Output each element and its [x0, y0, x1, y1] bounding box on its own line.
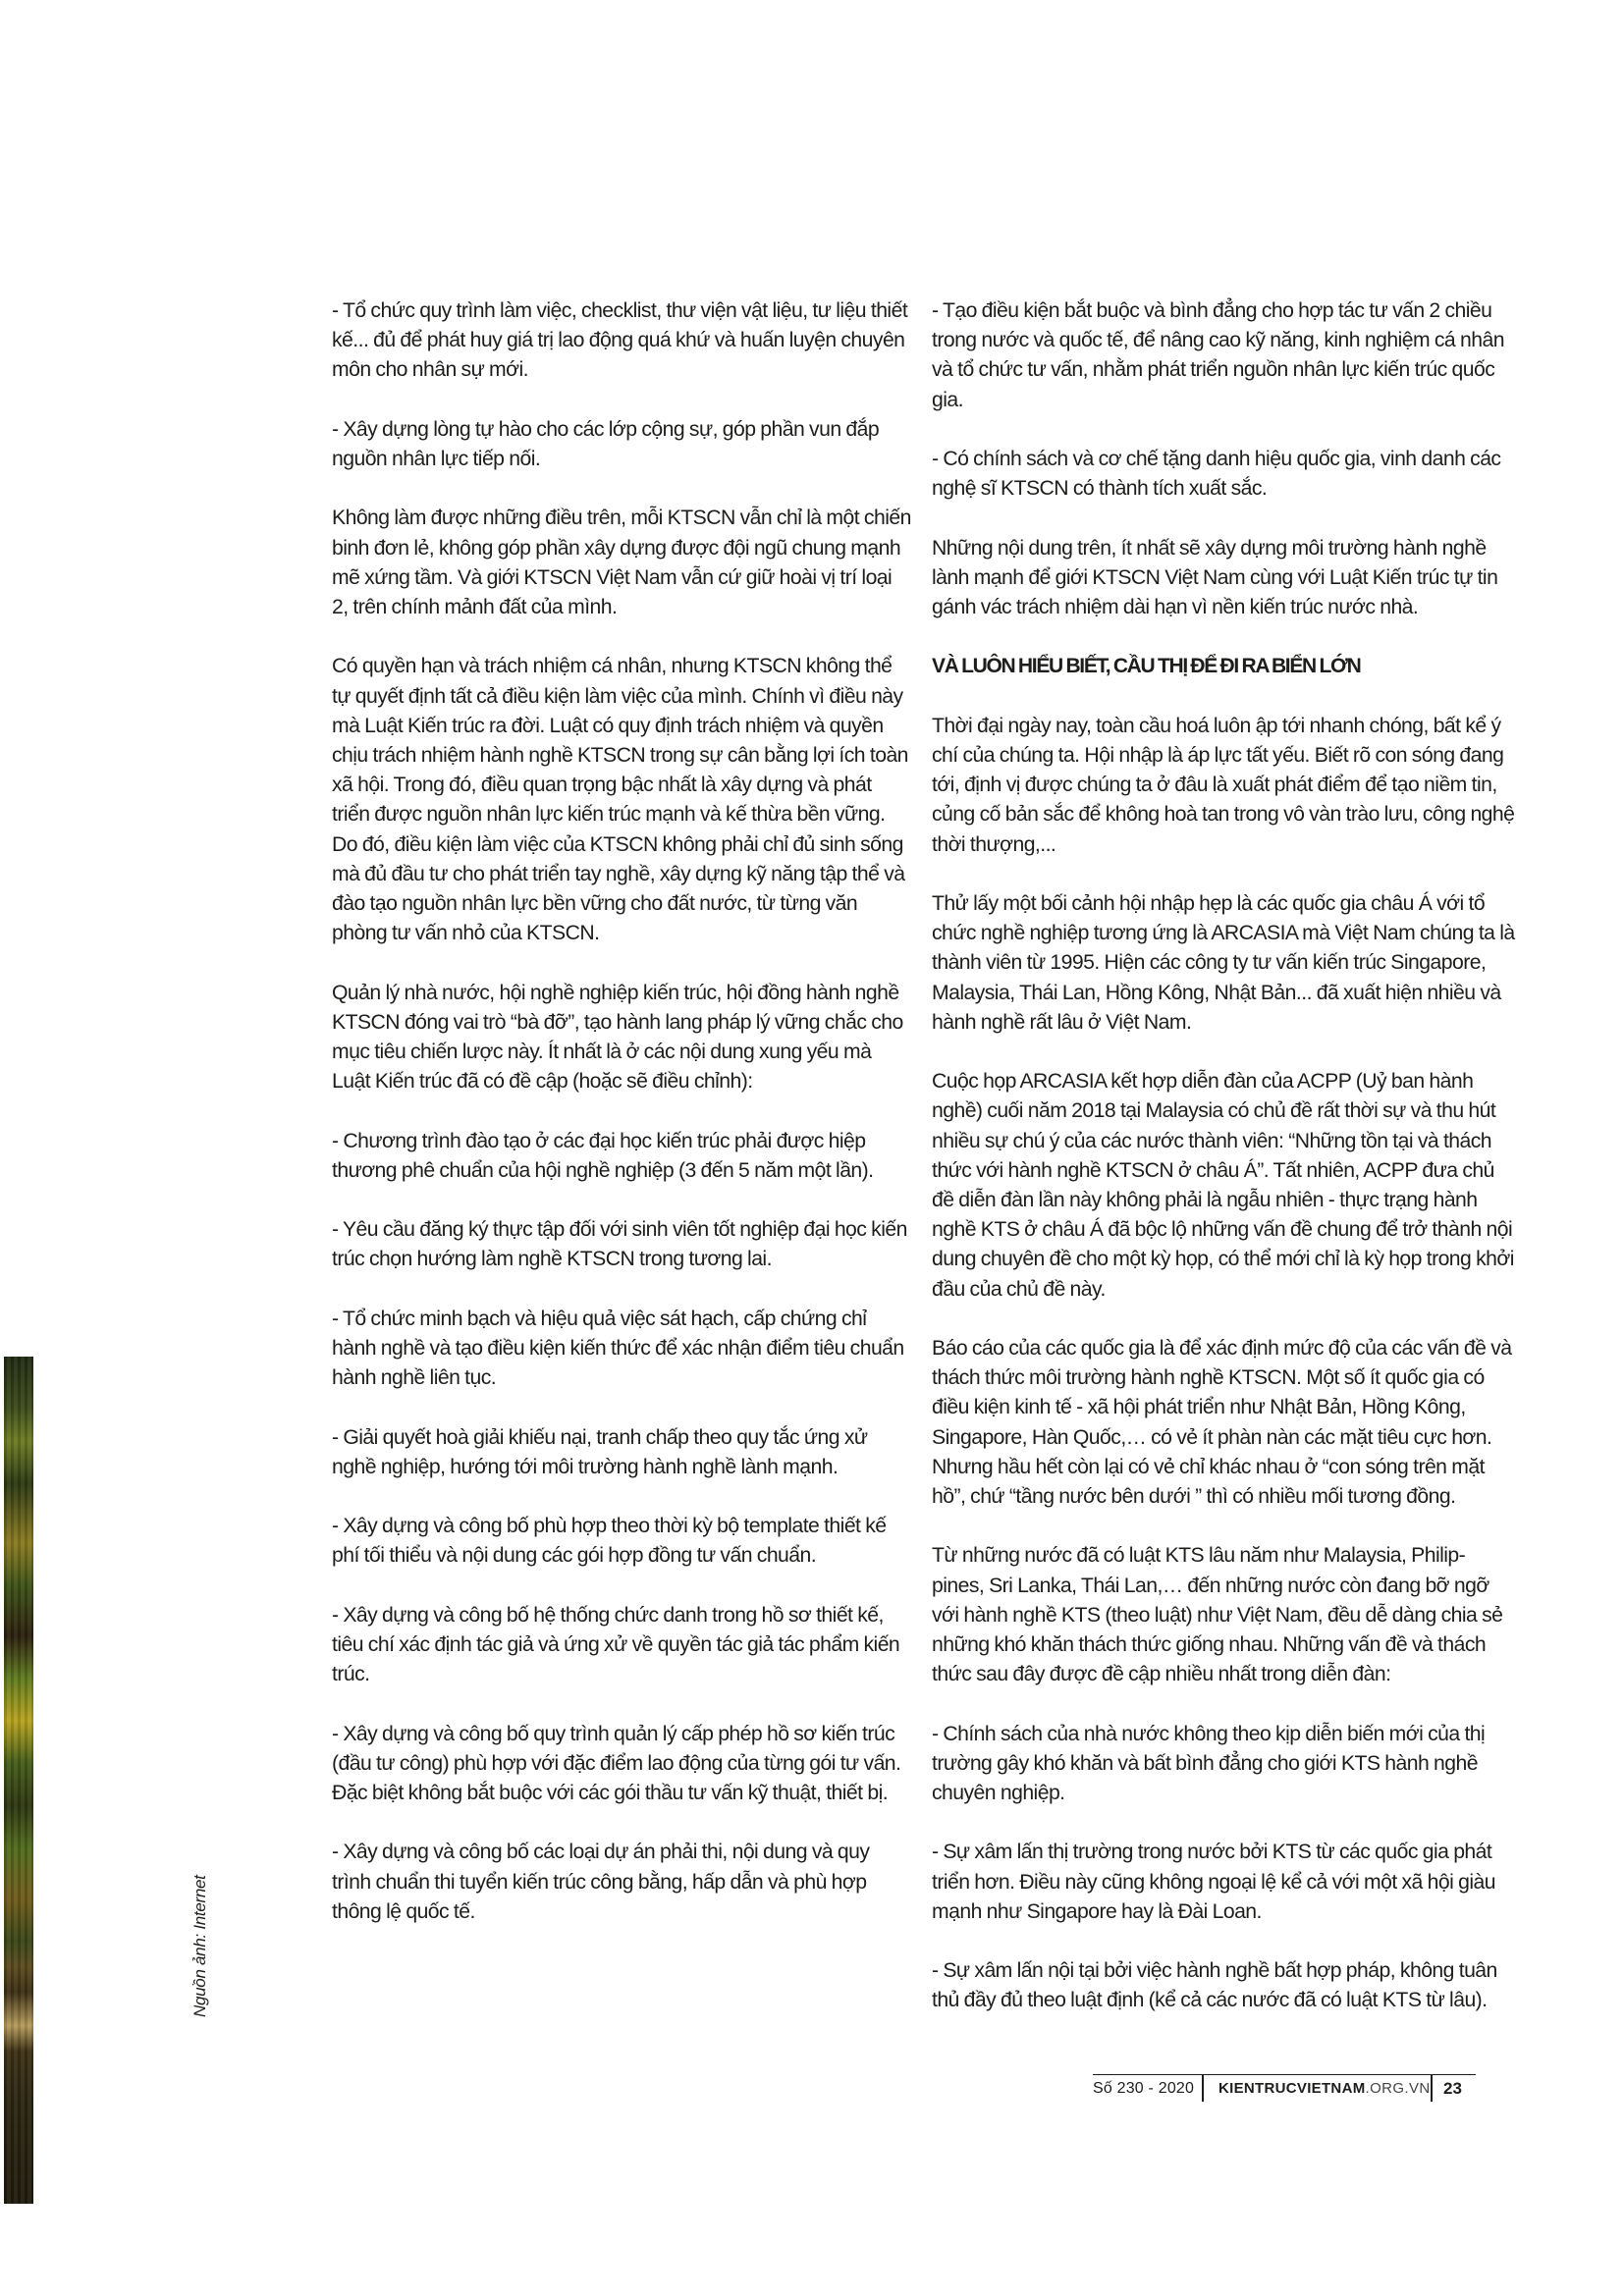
paragraph: Quản lý nhà nước, hội nghề nghiệp kiến trúc, hội đồng hành nghề KTSCN đóng vai trò “bà đỡ”, tạo hành lang pháp lý vững chắc cho mục tiêu chiến lược này. Ít nhất là ở các nội dung xung yếu mà Luật Kiến trúc đã có đề cập (hoặc sẽ điều chỉnh): [332, 981, 903, 1094]
paragraph: Những nội dung trên, ít nhất sẽ xây dựng môi trường hành nghề lành mạnh để giới KTSCN Việt Nam cùng với Luật Kiến trúc tự tin gánh vác trách nhiệm dài hạn vì nền kiến trúc nước nhà. [932, 536, 1498, 618]
photo-credit: Nguồn ảnh: Internet [190, 1875, 209, 2017]
site-link[interactable] [1218, 2080, 1431, 2097]
site-name: KIENTRUCVIETNAM [1218, 2080, 1366, 2097]
paragraph: Cuộc họp ARCASIA kết hợp diễn đàn của ACPP (Uỷ ban hành nghề) cuối năm 2018 tại Malaysia có chủ đề rất thời sự và thu hút nhiều sự chú ý của các nước thành viên: “Những tồn tại và thách thức với hành nghề KTSCN ở châu Á”. Tất nhiên, ACPP đưa chủ đề diễn đàn lần này không phải là ngẫu nhiên - thực trạng hành nghề KTS ở châu Á đã bộc lộ những vấn đề chung để trở thành nội dung chuyên đề cho một kỳ họp, có thể mới chỉ là kỳ họp trong khởi đầu của chủ đề này. [932, 1070, 1514, 1301]
paragraph: Từ những nước đã có luật KTS lâu năm như Malaysia, Philip-pines, Sri Lanka, Thái Lan,… đến những nước còn đang bỡ ngỡ với hành nghề KTS (theo luật) như Việt Nam, đều dễ dàng chia sẻ những khó khăn thách thức giống nhau. Những vấn đề và thách thức sau đây được đề cập nhiều nhất trong diễn đàn: [932, 1544, 1503, 1686]
paragraph: Không làm được những điều trên, mỗi KTSCN vẫn chỉ là một chiến binh đơn lẻ, không góp phần xây dựng được đội ngũ chung mạnh mẽ xứng tầm. Và giới KTSCN Việt Nam vẫn cứ giữ hoài vị trí loại 2, trên chính mảnh đất của mình. [332, 507, 911, 618]
page-footer [1093, 2074, 1476, 2103]
paragraph: - Xây dựng và công bố phù hợp theo thời kỳ bộ template thiết kế phí tối thiểu và nội dung các gói hợp đồng tư vấn chuẩn. [332, 1515, 887, 1568]
paragraph: - Có chính sách và cơ chế tặng danh hiệu quốc gia, vinh danh các nghệ sĩ KTSCN có thành tích xuất sắc. [932, 448, 1501, 501]
footer-divider [1431, 2075, 1433, 2102]
paragraph: Thời đại ngày nay, toàn cầu hoá luôn ập tới nhanh chóng, bất kể ý chí của chúng ta. Hội nhập là áp lực tất yếu. Biết rõ con sóng đang tới, định vị được chúng ta ở đâu là xuất phát điểm để tạo niềm tin, củng cố bản sắc để không hoà tan trong vô vàn trào lưu, công nghệ thời thượng,... [932, 714, 1515, 856]
paragraph: - Chính sách của nhà nước không theo kịp diễn biến mới của thị trường gây khó khăn và bất bình đẳng cho giới KTS hành nghề chuyên nghiệp. [932, 1722, 1486, 1805]
paragraph: Thử lấy một bối cảnh hội nhập hẹp là các quốc gia châu Á với tổ chức nghề nghiệp tương ứng là ARCASIA mà Việt Nam chúng ta là thành viên từ 1995. Hiện các công ty tư vấn kiến trúc Singapore, Malaysia, Thái Lan, Hồng Kông, Nhật Bản... đã xuất hiện nhiều và hành nghề rất lâu ở Việt Nam. [932, 891, 1515, 1034]
paragraph: Có quyền hạn và trách nhiệm cá nhân, nhưng KTSCN không thể tự quyết định tất cả điều kiện làm việc của mình. Chính vì điều này mà Luật Kiến trúc ra đời. Luật có quy định trách nhiệm và quyền chịu trách nhiệm hành nghề KTSCN trong sự cân bằng lợi ích toàn xã hội. Trong đó, điều quan trọng bậc nhất là xây dựng và phát triển được nguồn nhân lực kiến trúc mạnh và kế thừa bền vững. Do đó, điều kiện làm việc của KTSCN không phải chỉ đủ sinh sống mà đủ đầu tư cho phát triển tay nghề, xây dựng kỹ năng tập thể và đào tạo nguồn nhân lực bền vững cho đất nước, từ từng văn phòng tư vấn nhỏ của KTSCN. [332, 655, 908, 945]
paragraph: - Yêu cầu đăng ký thực tập đối với sinh viên tốt nghiệp đại học kiến trúc chọn hướng làm nghề KTSCN trong tương lai. [332, 1218, 907, 1271]
footer-divider [1202, 2075, 1204, 2102]
site-tld: .ORG.VN [1365, 2080, 1431, 2097]
paragraph: - Tổ chức quy trình làm việc, checklist, thư viện vật liệu, tư liệu thiết kế... đủ để phát huy giá trị lao động quá khứ và huấn luyện chuyên môn cho nhân sự mới. [332, 299, 908, 382]
paragraph: - Tổ chức minh bạch và hiệu quả việc sát hạch, cấp chứng chỉ hành nghề và tạo điều kiện kiến thức để xác nhận điểm tiêu chuẩn hành nghề liên tục. [332, 1307, 904, 1390]
paragraph: - Xây dựng và công bố hệ thống chức danh trong hồ sơ thiết kế, tiêu chí xác định tác giả và ứng xử về quyền tác giả tác phẩm kiến trúc. [332, 1603, 900, 1686]
paragraph: - Xây dựng và công bố các loại dự án phải thi, nội dung và quy trình chuẩn thi tuyển kiến trúc công bằng, hấp dẫn và phù hợp thông lệ quốc tế. [332, 1841, 870, 1923]
section-heading: VÀ LUÔN HIỂU BIẾT, CẦU THỊ ĐỂ ĐI RA BIỂN LỚN [932, 655, 1361, 678]
paragraph: - Tạo điều kiện bắt buộc và bình đẳng cho hợp tác tư vấn 2 chiều trong nước và quốc tế, để nâng cao kỹ năng, kinh nghiệm cá nhân và tổ chức tư vấn, nhằm phát triển nguồn nhân lực kiến trúc quốc gia. [932, 299, 1504, 411]
right-column [932, 296, 1517, 2046]
paragraph: - Xây dựng lòng tự hào cho các lớp cộng sự, góp phần vun đắp nguồn nhân lực tiếp nối. [332, 417, 880, 470]
paragraph: - Giải quyết hoà giải khiếu nại, tranh chấp theo quy tắc ứng xử nghề nghiệp, hướng tới môi trường hành nghề lành mạnh. [332, 1425, 868, 1478]
paragraph: - Xây dựng và công bố quy trình quản lý cấp phép hồ sơ kiến trúc (đầu tư công) phù hợp với đặc điểm lao động của từng gói tư vấn. Đặc biệt không bắt buộc với các gói thầu tư vấn kỹ thuật, thiết bị. [332, 1722, 901, 1804]
paragraph: - Sự xâm lấn thị trường trong nước bởi KTS từ các quốc gia phát triển hơn. Điều này cũng không ngoại lệ kể cả với một xã hội giàu mạnh như Singapore hay là Đài Loan. [932, 1841, 1495, 1923]
paragraph: - Chương trình đào tạo ở các đại học kiến trúc phải được hiệp thương phê chuẩn của hội nghề nghiệp (3 đến 5 năm một lần). [332, 1129, 874, 1182]
paragraph: - Sự xâm lấn nội tại bởi việc hành nghề bất hợp pháp, không tuân thủ đầy đủ theo luật định (kể cả các nước đã có luật KTS từ lâu). [932, 1959, 1497, 2012]
issue-number: Số 230 - 2020 [1093, 2080, 1195, 2097]
left-column [332, 296, 911, 1956]
page-number: 23 [1443, 2079, 1462, 2098]
photo-strip-image [4, 1357, 33, 2204]
paragraph: Báo cáo của các quốc gia là để xác định mức độ của các vấn đề và thách thức môi trường hành nghề KTSCN. Một số ít quốc gia có điều kiện kinh tế - xã hội phát triển như Nhật Bản, Hồng Kông, Singapore, Hàn Quốc,… có vẻ ít phàn nàn các mặt tiêu cực hơn. Nhưng hầu hết còn lại có vẻ chỉ khác nhau ở “con sóng trên mặt hồ”, chứ “tầng nước bên dưới ” thì có nhiều mối tương đồng. [932, 1337, 1512, 1509]
